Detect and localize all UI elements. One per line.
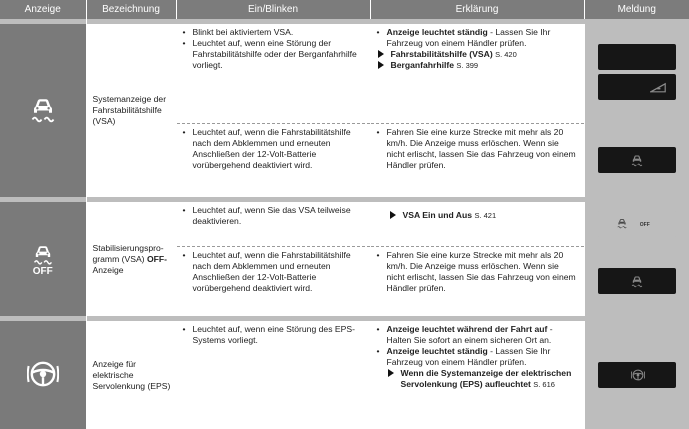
- header-erklaerung: Erklärung: [370, 0, 584, 19]
- ref-link-vsa-on-off[interactable]: [389, 210, 584, 221]
- ref-link-vsa[interactable]: [377, 49, 578, 60]
- vsa-condition-2: [176, 123, 370, 197]
- list-item: • Leuchtet auf, wenn eine Störung des EPS-Systems vorliegt.: [183, 324, 364, 346]
- message-screen-blank: [598, 44, 676, 70]
- vsa-explanation-2: [370, 123, 584, 197]
- name-text: Anzeige: [92, 264, 124, 275]
- vsa-off-name: [86, 202, 176, 316]
- vsa-off-condition-1: [176, 202, 370, 246]
- vsa-icon-cell: [0, 24, 86, 197]
- arrow-right-icon: [388, 369, 394, 377]
- list-item: • Fahren Sie eine kurze Strecke mit mehr als 20 km/h. Die Anzeige muss erlöschen. Wenn sie nicht erlischt, lassen Sie das Fahrzeug von einem Händler prüfen.: [377, 127, 578, 171]
- ref-link-eps[interactable]: [387, 368, 578, 390]
- table-row-eps: [0, 321, 689, 429]
- expl-text: - Halten Sie sofort an einem sicheren Ort an.: [386, 324, 553, 345]
- header-ein-blinken: Ein/Blinken: [176, 0, 370, 19]
- message-screen-eps: [598, 362, 676, 388]
- ref-page: S. 399: [456, 61, 479, 70]
- vsa-off-icon-cell: [0, 202, 86, 316]
- ref-label: VSA Ein und Aus: [402, 210, 473, 220]
- arrow-right-icon: [390, 211, 396, 219]
- list-item: [377, 346, 578, 368]
- ref-label: Wenn die Systemanzeige der elektrischen Servolenkung (EPS) aufleuchtet: [400, 368, 572, 389]
- list-item: • Leuchtet auf, wenn eine Störung der Fahrstabilitätshilfe oder der Berganfahrhilfe vorliegt.: [183, 38, 364, 71]
- table-row-vsa-1: [0, 24, 689, 123]
- message-screen-vsa: [598, 147, 676, 173]
- expl-bold: Anzeige leuchtet während der Fahrt auf: [386, 324, 548, 334]
- vsa-skid-icon: [616, 217, 628, 229]
- eps-condition: [176, 321, 370, 429]
- hill-warning-icon: [650, 80, 666, 94]
- ref-page: S. 420: [495, 50, 517, 59]
- message-screen-vsa: [598, 268, 676, 294]
- list-item: • Fahren Sie eine kurze Strecke mit mehr als 20 km/h. Die Anzeige muss erlöschen. Wenn sie nicht erlischt, lassen Sie das Fahrzeug von einem Händler prüfen.: [377, 250, 578, 294]
- expl-bold: Anzeige leuchtet ständig: [386, 27, 488, 37]
- steering-wheel-warning-icon: [631, 368, 645, 382]
- eps-icon-cell: [0, 321, 86, 429]
- vsa-skid-icon: [630, 274, 644, 288]
- list-item: • Leuchtet auf, wenn die Fahrstabilitätshilfe nach dem Abklemmen und erneuten Anschließen der 12-Volt-Batterie vorübergehend deaktiviert wird.: [183, 127, 364, 171]
- steering-wheel-warning-icon: [27, 358, 59, 390]
- header-anzeige: Anzeige: [0, 0, 86, 19]
- vsa-off-icon-text: OFF: [32, 265, 53, 277]
- expl-text: - Lassen Sie Ihr Fahrzeug von einem Händler prüfen.: [386, 27, 551, 48]
- vsa-off-explanation-1: [370, 202, 584, 246]
- arrow-right-icon: [378, 61, 384, 69]
- vsa-skid-icon: [630, 153, 644, 167]
- header-bezeichnung: Bezeichnung: [86, 0, 176, 19]
- vsa-skid-icon: [28, 94, 58, 124]
- vsa-off-explanation-2: [370, 246, 584, 316]
- arrow-right-icon: [378, 50, 384, 58]
- ref-label: Berganfahrhilfe: [390, 60, 455, 70]
- list-item: • Blinkt bei aktiviertem VSA.: [183, 27, 364, 38]
- ref-page: S. 421: [474, 211, 497, 220]
- vsa-explanation-1: [370, 24, 584, 123]
- header-meldung: Meldung: [584, 0, 689, 19]
- list-item: [377, 27, 578, 49]
- list-item: • Leuchtet auf, wenn Sie das VSA teilweise deaktivieren.: [183, 205, 364, 227]
- vsa-condition-1: [176, 24, 370, 123]
- message-screen-warning: [598, 74, 676, 100]
- eps-explanation: [370, 321, 584, 429]
- eps-message: [584, 321, 689, 429]
- table-header: [0, 0, 689, 19]
- vsa-off-message-1: [584, 202, 689, 246]
- ref-label: Fahrstabilitätshilfe (VSA): [390, 49, 493, 59]
- eps-name: Anzeige für elektrische Servolenkung (EPS): [86, 321, 176, 429]
- name-text: Stabilisierungspro-gramm (VSA): [92, 242, 164, 264]
- vsa-message-1: [584, 24, 689, 123]
- ref-page: S. 616: [533, 380, 555, 389]
- off-label: OFF: [639, 222, 650, 228]
- message-screen-vsa-off: [598, 211, 676, 237]
- vsa-off-condition-2: [176, 246, 370, 316]
- vsa-off-message-2: [584, 246, 689, 316]
- vsa-name: Systemanzeige der Fahrstabilitätshilfe (VSA): [86, 24, 176, 197]
- ref-link-hill-start[interactable]: [377, 60, 578, 71]
- expl-text: - Lassen Sie Ihr Fahrzeug von einem Händler prüfen.: [386, 346, 551, 367]
- table-row-vsa-off-1: [0, 202, 689, 246]
- list-item: • Leuchtet auf, wenn die Fahrstabilitätshilfe nach dem Abklemmen und erneuten Anschließen der 12-Volt-Batterie vorübergehend deaktiviert wird.: [183, 250, 364, 294]
- expl-bold: Anzeige leuchtet ständig: [386, 346, 488, 356]
- vsa-off-icon: [30, 242, 56, 277]
- vsa-message-2: [584, 123, 689, 197]
- list-item: [377, 324, 578, 346]
- name-bold: OFF-: [146, 253, 167, 264]
